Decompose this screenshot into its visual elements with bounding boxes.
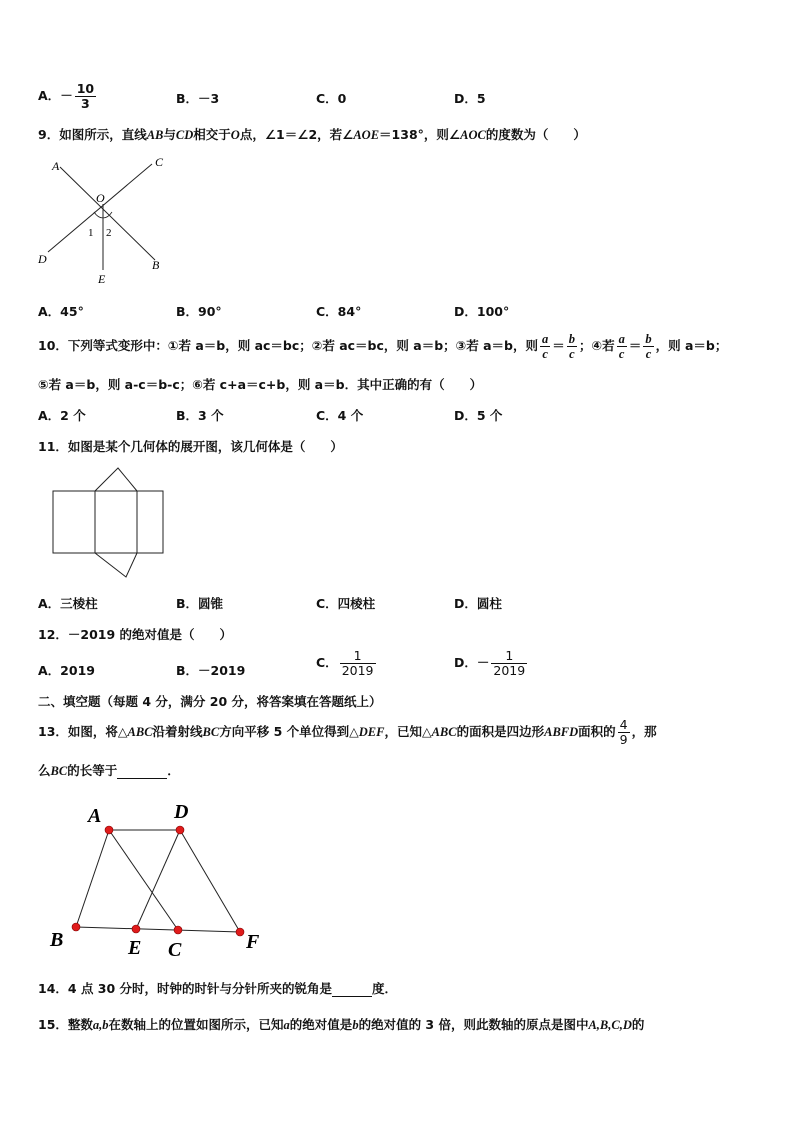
label-b: B: [50, 929, 64, 951]
equals-sign: ＝: [552, 338, 565, 353]
q8-option-a: [38, 82, 98, 111]
q10-stem-part: 10．下列等式变形中：①若 a＝b，则 ac＝bc；②若 ac＝bc，则 a＝b；③若 a＝b，则: [38, 338, 538, 353]
q8-option-c: C．0: [316, 91, 347, 106]
q13-quadrilateral-abfd: ABFD: [544, 725, 579, 739]
fraction-numerator: a: [618, 332, 625, 346]
q13-answer-blank[interactable]: [117, 766, 167, 779]
q13-ray-bc: BC: [202, 725, 220, 739]
segment-ac: [109, 830, 178, 930]
q15-points-abcd: A,B,C,D: [588, 1018, 632, 1032]
q13-stem-part: 的长等于: [67, 763, 118, 778]
q9-intersecting-lines-figure: [30, 152, 180, 288]
q12-option-c: [316, 649, 378, 678]
net-top-triangle: [95, 468, 137, 491]
angle-1-arc: [94, 212, 103, 218]
q9-line-cd: CD: [175, 128, 194, 142]
q14-stem-part: 14．4 点 30 分时，时钟的时针与分针所夹的锐角是: [38, 981, 333, 996]
q9-stem-part: ＝138°，则∠: [379, 127, 461, 142]
q15-variable-a: a: [283, 1018, 290, 1032]
q9-point-o: O: [230, 128, 240, 142]
label-b: B: [152, 258, 160, 272]
q8-option-a-label: A．: [38, 88, 61, 103]
q12-option-c-label: C．: [316, 655, 338, 670]
q9-option-c: C．84°: [316, 304, 362, 319]
label-two: 2: [106, 227, 112, 239]
fraction-numerator: a: [541, 332, 549, 346]
q9-angle-aoe: AOE: [353, 128, 380, 142]
point-b: [72, 923, 80, 931]
q11-option-a: A．三棱柱: [38, 596, 98, 611]
q10-stem-part: ，则 a＝b；: [655, 338, 728, 353]
label-c: C: [168, 939, 182, 961]
q13-fraction-four-ninths: [618, 718, 630, 747]
q9-option-a: A．45°: [38, 304, 84, 319]
q15-stem-part: 的: [631, 1017, 645, 1032]
q11-option-d: D．圆柱: [454, 596, 502, 611]
fraction-numerator: 1: [340, 649, 376, 664]
q14-stem-part: 度．: [372, 981, 398, 996]
section-heading-fill-in: 二、填空题（每题 4 分，满分 20 分，将答案填在答题纸上）: [38, 694, 382, 709]
q13-stem-line2: [38, 761, 180, 779]
q12-option-d-fraction: [491, 649, 527, 678]
q9-option-b: B．90°: [176, 304, 222, 319]
q13-stem-part: ．: [167, 763, 180, 778]
fraction-denominator: 9: [619, 732, 628, 747]
q9-line-ab: AB: [146, 128, 164, 142]
q15-stem-part: 在数轴上的位置如图所示，已知: [108, 1017, 284, 1032]
q9-stem-part: 与: [163, 127, 176, 142]
q13-stem-part: ，那: [631, 724, 657, 739]
q14-stem: [38, 979, 397, 997]
q10-stem-line1: [38, 332, 727, 361]
q15-stem-part: 的绝对值是: [289, 1017, 353, 1032]
q9-stem: [38, 125, 586, 143]
label-f: F: [246, 931, 260, 953]
q11-prism-net-figure: [50, 466, 168, 580]
q8-option-d: D．5: [454, 91, 486, 106]
q12-option-d-label: D．－: [454, 655, 490, 670]
q10-option-d: D．5 个: [454, 408, 503, 423]
point-e: [132, 925, 140, 933]
q15-stem-part: 的绝对值的 3 倍，则此数轴的原点是图中: [358, 1017, 589, 1032]
segment-ab: [76, 830, 109, 927]
fraction-denominator: c: [618, 347, 625, 361]
q13-triangle-def: DEF: [358, 725, 385, 739]
q15-integers-a-b: a,b: [92, 1018, 109, 1032]
q9-stem-part: 相交于: [193, 127, 231, 142]
q10-fraction-a-over-c: [540, 332, 550, 361]
segment-bf: [76, 927, 240, 932]
fraction-denominator: 3: [81, 96, 90, 111]
q10-option-c: C．4 个: [316, 408, 364, 423]
q10-stem-part: ；④若: [578, 338, 615, 353]
label-c: C: [155, 155, 164, 169]
q9-stem-part: 9．如图所示，直线: [38, 127, 147, 142]
label-one: 1: [88, 227, 94, 239]
q9-stem-part: 的度数为（ ）: [485, 127, 586, 142]
label-a: A: [88, 805, 102, 827]
fraction-denominator: c: [645, 347, 652, 361]
q8-option-b: B．－3: [176, 91, 220, 106]
q14-answer-blank[interactable]: [332, 984, 372, 997]
q13-stem-part: 的面积是四边形: [456, 724, 545, 739]
label-a: A: [52, 159, 60, 173]
fraction-denominator: c: [569, 347, 575, 361]
net-left-face: [53, 491, 95, 553]
q10-fraction-a-over-c-2: [617, 332, 627, 361]
q8-option-a-sign: －: [60, 88, 73, 103]
q15-stem-part: 15．整数: [38, 1017, 93, 1032]
fraction-numerator: b: [568, 332, 575, 346]
q13-triangle-abc: ABC: [127, 725, 153, 739]
q13-stem-part: 方向平移 5 个单位得到△: [219, 724, 359, 739]
q13-stem-part: ，已知△: [384, 724, 432, 739]
q11-option-b: B．圆锥: [176, 596, 224, 611]
q11-option-c: C．四棱柱: [316, 596, 376, 611]
q13-triangle-abc: ABC: [431, 725, 457, 739]
q13-translation-figure: [44, 798, 274, 966]
q13-stem-part: 沿着射线: [152, 724, 203, 739]
line-cd: [48, 164, 152, 252]
q13-stem-part: 13．如图，将△: [38, 724, 128, 739]
q10-stem-line2: ⑤若 a＝b，则 a-c＝b-c；⑥若 c+a＝c+b，则 a＝b．其中正确的有（ ）: [38, 377, 483, 392]
fraction-denominator: 2019: [341, 663, 374, 678]
net-bottom-triangle: [95, 553, 137, 577]
label-d: D: [174, 801, 189, 823]
q10-option-b: B．3 个: [176, 408, 224, 423]
q13-stem-part: 面积的: [578, 724, 616, 739]
q10-fraction-b-over-c: [567, 332, 577, 361]
fraction-numerator: b: [645, 332, 652, 346]
label-o: O: [96, 191, 105, 205]
q15-stem: [38, 1015, 644, 1033]
fraction-numerator: 10: [76, 81, 95, 96]
q9-stem-part: 点，∠1＝∠2，若∠: [239, 127, 354, 142]
q13-segment-bc: BC: [50, 764, 68, 778]
fraction-denominator: 2019: [493, 663, 526, 678]
q9-angle-aoc: AOC: [460, 128, 486, 142]
point-d: [176, 826, 184, 834]
q13-stem-part: 么: [38, 763, 51, 778]
q12-option-b: B．－2019: [176, 663, 246, 678]
line-ab: [60, 167, 155, 260]
equals-sign: ＝: [628, 338, 642, 353]
segment-df: [180, 830, 240, 932]
q12-option-d: [454, 649, 529, 678]
label-e: E: [128, 937, 142, 959]
fraction-numerator: 4: [619, 717, 628, 732]
q8-option-a-fraction: [75, 82, 96, 111]
label-e: E: [98, 272, 106, 286]
q12-option-a: A．2019: [38, 663, 95, 678]
q10-fraction-b-over-c-2: [643, 332, 653, 361]
q12-option-c-fraction: [340, 649, 376, 678]
q10-option-a: A．2 个: [38, 408, 86, 423]
label-d: D: [38, 252, 47, 266]
point-a: [105, 826, 113, 834]
fraction-denominator: c: [542, 347, 548, 361]
net-middle-face: [95, 491, 137, 553]
point-c: [174, 926, 182, 934]
q12-stem: 12．－2019 的绝对值是（ ）: [38, 627, 233, 642]
q15-variable-b: b: [352, 1018, 359, 1032]
fraction-numerator: 1: [491, 649, 527, 664]
point-f: [236, 928, 244, 936]
q11-stem: 11．如图是某个几何体的展开图，该几何体是（ ）: [38, 439, 343, 454]
q9-option-d: D．100°: [454, 304, 510, 319]
q13-stem-line1: [38, 718, 657, 747]
net-right-face: [137, 491, 163, 553]
